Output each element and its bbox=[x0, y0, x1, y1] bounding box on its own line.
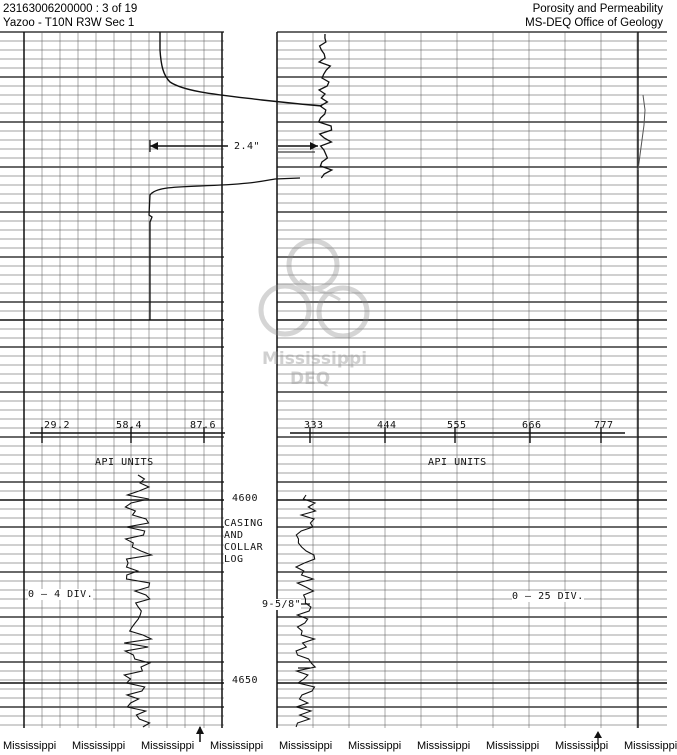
upper-right-curve bbox=[319, 34, 332, 178]
casing-label-line4: LOG bbox=[224, 554, 244, 565]
left-division-label: 0 — 4 DIV. bbox=[28, 589, 94, 600]
footer-label-5: Mississippi bbox=[279, 740, 333, 752]
right-scale-tick-5: 777 bbox=[594, 420, 614, 431]
far-right-curve bbox=[638, 95, 645, 170]
watermark-line1: Mississippi bbox=[262, 349, 368, 369]
casing-size-label: 9-5/8" bbox=[262, 599, 302, 610]
left-scale-tick-1: 29.2 bbox=[44, 420, 71, 431]
right-track-grid bbox=[277, 32, 667, 728]
lower-right-curve bbox=[296, 495, 316, 727]
right-scale-tick-2: 444 bbox=[377, 420, 397, 431]
depth-label-4650: 4650 bbox=[232, 675, 259, 686]
footer-label-2: Mississippi bbox=[72, 740, 126, 752]
left-track-grid bbox=[0, 32, 224, 728]
right-scale-tick-1: 333 bbox=[304, 420, 324, 431]
right-division-label: 0 — 25 DIV. bbox=[512, 591, 584, 602]
right-scale-tick-4: 666 bbox=[522, 420, 542, 431]
footer-label-6: Mississippi bbox=[348, 740, 402, 752]
left-scale-tick-2: 58.4 bbox=[116, 420, 143, 431]
source-label: MS-DEQ Office of Geology bbox=[525, 17, 663, 29]
watermark-line2: DEQ bbox=[290, 369, 331, 389]
log-curves bbox=[124, 32, 645, 727]
footer-label-4: Mississippi bbox=[210, 740, 264, 752]
footer-label-9: Mississippi bbox=[555, 740, 609, 752]
right-units-label: API UNITS bbox=[428, 457, 487, 468]
left-units-label: API UNITS bbox=[95, 457, 154, 468]
left-scale-tick-3: 87.6 bbox=[190, 420, 217, 431]
casing-label-line2: AND bbox=[224, 530, 244, 541]
footer-label-10: Mississippi bbox=[624, 740, 677, 752]
log-type-label: Porosity and Permeability bbox=[532, 3, 663, 15]
location-label: Yazoo - T10N R3W Sec 1 bbox=[3, 17, 135, 29]
right-scale-tick-3: 555 bbox=[447, 420, 467, 431]
footer-label-1: Mississippi bbox=[3, 740, 57, 752]
footer-label-7: Mississippi bbox=[417, 740, 471, 752]
footer-label-3: Mississippi bbox=[141, 740, 195, 752]
casing-label-line1: CASING bbox=[224, 518, 264, 529]
footer-label-8: Mississippi bbox=[486, 740, 540, 752]
caliper-value-label: 2.4" bbox=[234, 141, 261, 152]
casing-label-line3: COLLAR bbox=[224, 542, 264, 553]
well-id-label: 23163006200000 : 3 of 19 bbox=[3, 3, 138, 15]
depth-label-4600: 4600 bbox=[232, 493, 259, 504]
